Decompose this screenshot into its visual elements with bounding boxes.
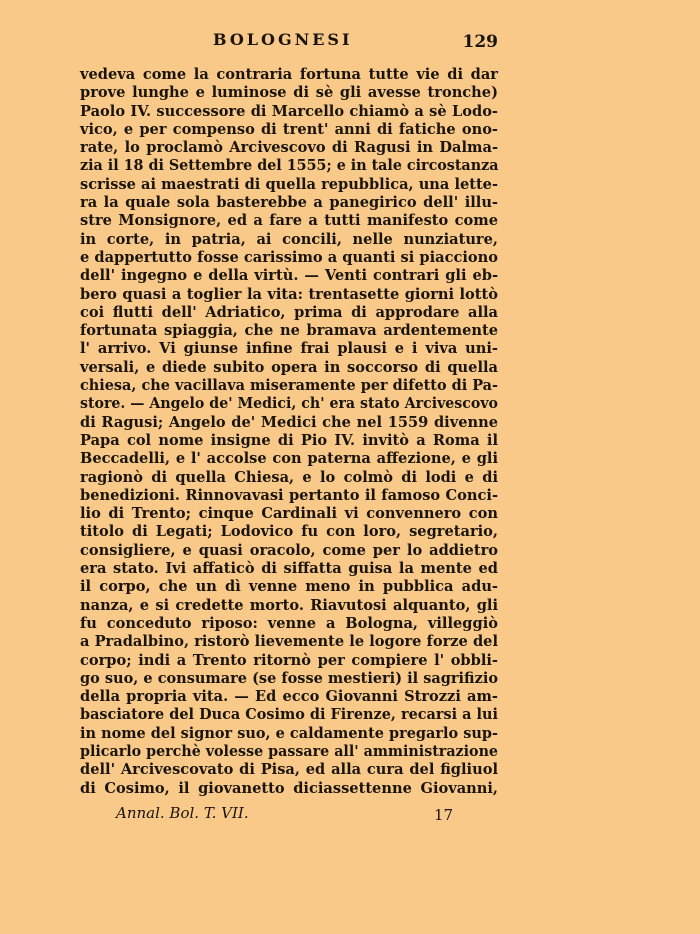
text-line: benedizioni. Rinnovavasi pertanto il famoso Conci- [80,486,498,504]
text-line: a Pradalbino, ristorò lievemente le logore forze del [80,633,498,651]
text-line: consigliere, e quasi oracolo, come per lo addietro [80,541,498,559]
sheet-number: 17 [434,806,454,824]
text-line: era stato. Ivi affaticò di siffatta guisa la mente ed [80,560,498,578]
text-line: zia il 18 di Settembre del 1555; e in tale circostanza [80,157,499,175]
text-line: coi flutti dell' Adriatico, prima di approdare alla [80,303,498,321]
text-line: store. — Angelo de' Medici, ch' era stato Arcivescovo [80,395,498,413]
text-line: rate, lo proclamò Arcivescovo di Ragusi in Dalma- [80,139,498,157]
running-head [80,30,498,58]
signature-mark: Annal. Bol. T. VII. [116,804,249,822]
text-line: Papa col nome insigne di Pio IV. invitò a Roma il [80,431,498,449]
running-title: BOLOGNESI [213,30,353,49]
text-line: stre Monsignore, ed a fare a tutti manifesto come [80,212,498,230]
text-line: vedeva come la contraria fortuna tutte vie di dar [80,66,498,83]
text-line: dell' ingegno e della virtù. — Venti contrari gli eb- [80,267,498,285]
text-line: della propria vita. — Ed ecco Giovanni Strozzi am- [80,688,498,706]
body-text [80,66,498,798]
text-line: bero quasi a toglier la vita: trentasette giorni lottò [80,285,498,303]
text-line: plicarlo perchè volesse passare all' amministrazione [80,742,498,760]
text-line: ragionò di quella Chiesa, e lo colmò di lodi e di [80,468,498,486]
text-line: go suo, e consumare (se fosse mestieri) il sagrifizio [80,669,498,687]
text-line: di Cosimo, il giovanetto diciassettenne Giovanni, [80,779,498,797]
text-line: Beccadelli, e l' accolse con paterna affezione, e gli [80,450,498,468]
text-line: titolo di Legati; Lodovico fu con loro, segretario, [80,523,498,541]
text-line: versali, e diede subito opera in soccorso di quella [80,358,498,376]
text-line: fu conceduto riposo: venne a Bologna, villeggiò [80,614,498,632]
text-line: corpo; indi a Trento ritornò per compiere l' obbli- [80,651,498,669]
page-footer [80,804,498,828]
text-line: il corpo, che un dì venne meno in pubblica adu- [80,578,498,596]
text-line: e dappertutto fosse carissimo a quanti si piacciono [80,248,498,266]
text-line: nanza, e si credette morto. Riavutosi alquanto, gli [80,596,498,614]
text-line: in nome del signor suo, e caldamente pregarlo sup- [80,724,498,742]
text-line: vico, e per compenso di trent' anni di fatiche ono- [80,120,498,138]
text-line: dell' Arcivescovato di Pisa, ed alla cura del figliuol [80,761,498,779]
text-line: di Ragusi; Angelo de' Medici che nel 1559 divenne [80,413,498,431]
text-line: Paolo IV. successore di Marcello chiamò a sè Lodo- [80,102,498,120]
text-line: ra la quale sola basterebbe a panegirico dell' illu- [80,194,498,212]
text-line: l' arrivo. Vi giunse infine frai plausi e i viva uni- [80,340,498,358]
text-line: in corte, in patria, ai concili, nelle nunziature, [80,230,498,248]
page-number: 129 [462,32,498,52]
text-line: basciatore del Duca Cosimo di Firenze, recarsi a lui [80,706,498,724]
text-line: scrisse ai maestrati di quella repubblica, una lette- [80,175,498,193]
text-line: chiesa, che vacillava miseramente per difetto di Pa- [80,377,498,395]
text-line: prove lunghe e luminose di sè gli avesse tronche) [80,84,498,102]
text-line: fortunata spiaggia, che ne bramava ardentemente [80,322,498,340]
text-line: lio di Trento; cinque Cardinali vi convennero con [80,505,498,523]
